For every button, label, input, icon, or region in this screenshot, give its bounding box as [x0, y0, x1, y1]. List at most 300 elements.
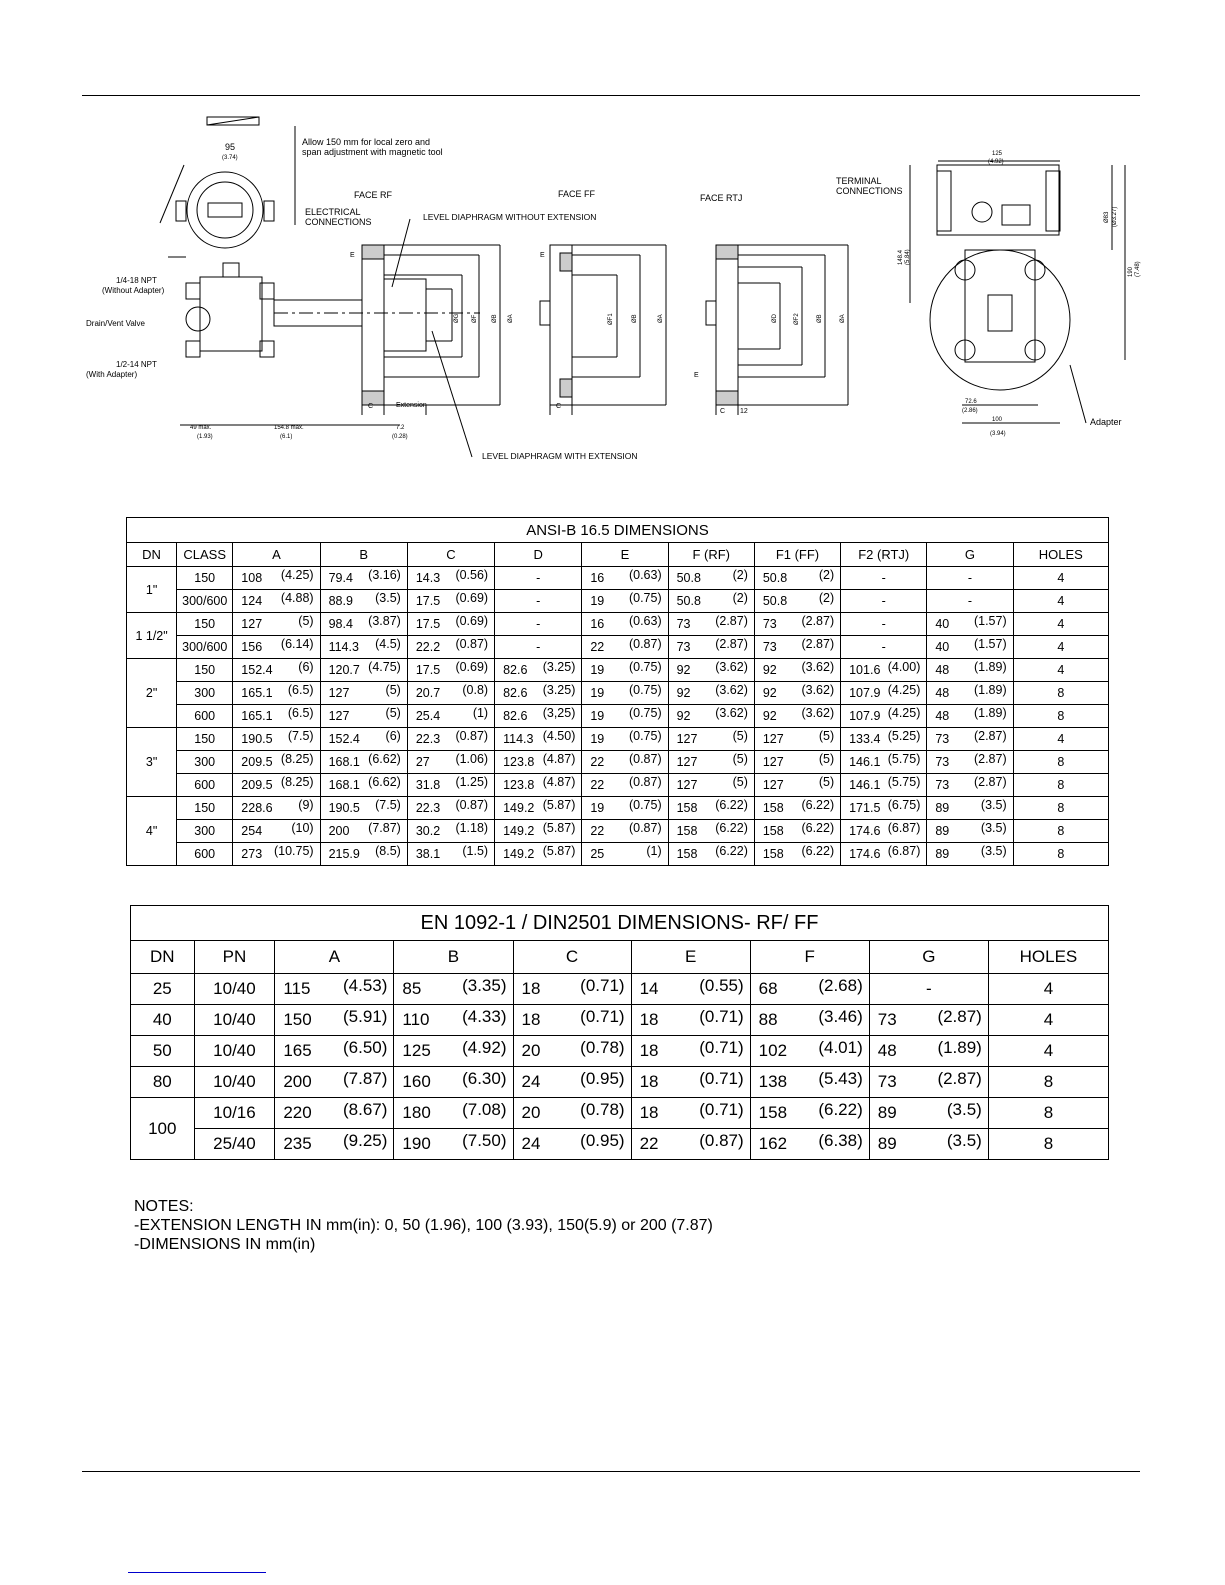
cell-c — [407, 705, 494, 728]
cell-a-mm: 165 — [283, 1041, 312, 1060]
dim-49: 49 máx. — [190, 425, 212, 431]
cell-c-in: (0.69) — [455, 660, 489, 674]
cell-f-mm: 50.8 — [676, 594, 701, 608]
cell-f2-in: (4.25) — [887, 683, 921, 697]
cell-c — [407, 797, 494, 820]
cell-g-in: (2.87) — [937, 1007, 982, 1026]
cell-e — [582, 751, 668, 774]
cell-d-mm: 123.8 — [503, 778, 535, 792]
cell-e-mm: 18 — [639, 1041, 659, 1060]
column-header: DN — [127, 543, 177, 567]
class-cell: 300 — [177, 682, 233, 705]
cell-e-in: (0.75) — [628, 706, 662, 720]
cell-a-mm: 165.1 — [241, 686, 273, 700]
cell-c-mm: 20.7 — [415, 686, 441, 700]
cell-e — [582, 636, 668, 659]
twelve-label: 12 — [740, 408, 748, 415]
cell-c — [513, 974, 631, 1005]
dim-83-in: (Ø3.27) — [1112, 206, 1118, 227]
cell-a-mm: 190.5 — [241, 732, 273, 746]
cell-a-in: (6) — [298, 660, 314, 674]
class-cell: 150 — [177, 613, 233, 636]
cell-a — [275, 1067, 394, 1098]
cell-g-mm: 73 — [877, 1010, 897, 1029]
cell-f1-in: (2.87) — [801, 614, 835, 628]
cell-e-mm: 19 — [590, 686, 605, 700]
cell-f — [668, 613, 754, 636]
cell-f1-in: (6.22) — [801, 798, 835, 812]
cell-f1-mm: 73 — [762, 640, 777, 654]
cell-c-mm: 25.4 — [415, 709, 441, 723]
cell-g-in: (2.87) — [973, 775, 1007, 789]
dim-125: 125 — [992, 151, 1003, 157]
column-header: F1 (FF) — [754, 543, 840, 567]
class-cell: 10/40 — [194, 1005, 275, 1036]
cell-f1-in: (5) — [818, 752, 835, 766]
cell-g-in: (1.89) — [937, 1038, 982, 1057]
ansi-dimensions-table — [126, 517, 1109, 866]
class-cell: 300/600 — [177, 590, 233, 613]
cell-a — [233, 797, 320, 820]
cell-c-mm: 27 — [415, 755, 430, 769]
cell-f1 — [754, 682, 840, 705]
cell-g-mm: 48 — [935, 663, 950, 677]
column-header: CLASS — [177, 543, 233, 567]
cell-h: 8 — [1013, 705, 1108, 728]
table-row — [131, 1005, 1109, 1036]
cell-d: - — [495, 590, 582, 613]
cell-d — [495, 843, 582, 866]
cell-b-mm: 110 — [402, 1010, 430, 1029]
cell-b — [320, 751, 407, 774]
cell-c-mm: 22.3 — [415, 732, 441, 746]
cell-b-in: (6.62) — [368, 775, 401, 789]
cell-f — [668, 843, 754, 866]
cell-f-mm: 68 — [758, 979, 778, 998]
cell-c-mm: 20 — [521, 1041, 541, 1060]
cell-a — [275, 1129, 394, 1160]
oa3-label: ØA — [840, 314, 846, 323]
cell-d-mm: 149.2 — [503, 847, 535, 861]
cell-a-in: (7.5) — [287, 729, 314, 743]
cell-b-mm: 98.4 — [328, 617, 353, 631]
cell-f1-mm: 92 — [762, 686, 777, 700]
cell-f1 — [754, 843, 840, 866]
cell-f-mm: 127 — [676, 755, 698, 769]
cell-e — [631, 1005, 750, 1036]
cell-c — [407, 751, 494, 774]
cell-b-mm: 125 — [402, 1041, 431, 1060]
cell-f2-mm: 146.1 — [849, 778, 881, 792]
column-header: F — [750, 941, 869, 974]
cell-d-mm: 114.3 — [503, 732, 534, 746]
cell-g-in: (1.89) — [973, 660, 1007, 674]
cell-f-mm: 127 — [676, 778, 698, 792]
cell-c — [407, 843, 494, 866]
cell-a-in: (5) — [298, 614, 314, 628]
cell-a — [233, 659, 320, 682]
cell-f1-mm: 92 — [762, 709, 777, 723]
class-cell: 10/40 — [194, 1036, 275, 1067]
cell-b-in: (6) — [385, 729, 401, 743]
cell-e — [631, 1036, 750, 1067]
cell-f2 — [841, 728, 927, 751]
dim-95-in: (3.74) — [222, 155, 238, 161]
cell-f-in: (6.22) — [715, 821, 748, 835]
cell-a-in: (6.50) — [342, 1038, 388, 1057]
cell-f1-in: (3.62) — [801, 660, 835, 674]
cell-g-in: (1.89) — [973, 706, 1007, 720]
cell-b-mm: 114.3 — [328, 640, 359, 654]
cell-g — [927, 636, 1013, 659]
cell-d: - — [495, 567, 582, 590]
cell-f — [668, 636, 754, 659]
cell-b-in: (8.5) — [375, 844, 401, 858]
cell-b — [320, 659, 407, 682]
cell-b-mm: 127 — [328, 709, 350, 723]
cell-e-mm: 16 — [590, 617, 605, 631]
cell-g — [869, 1129, 988, 1160]
cell-d-in: (4.50) — [542, 729, 576, 743]
cell-b — [394, 974, 513, 1005]
cell-f — [668, 774, 754, 797]
table-row — [127, 705, 1109, 728]
cell-g — [927, 751, 1013, 774]
cell-h: 8 — [988, 1098, 1108, 1129]
cell-a-mm: 254 — [241, 824, 263, 838]
cell-f2 — [841, 682, 927, 705]
column-header: B — [394, 941, 513, 974]
c-label-rf: C — [368, 403, 374, 410]
cell-c — [407, 659, 494, 682]
cell-a-in: (6.5) — [287, 683, 314, 697]
class-cell: 300 — [177, 820, 233, 843]
cell-f1-in: (6.22) — [801, 844, 835, 858]
cell-f-mm: 73 — [676, 640, 691, 654]
cell-f-in: (5.43) — [818, 1069, 863, 1088]
cell-d-in: (3.25) — [542, 660, 576, 674]
cell-g-in: (3.5) — [980, 821, 1007, 835]
cell-f-in: (6.22) — [818, 1100, 863, 1119]
cell-f2-mm: 146.1 — [849, 755, 881, 769]
cell-f-mm: 138 — [758, 1072, 788, 1091]
cell-f1 — [754, 590, 840, 613]
cell-b — [394, 1005, 513, 1036]
cell-g — [927, 820, 1013, 843]
cell-f — [668, 820, 754, 843]
cell-e-in: (0.87) — [628, 752, 662, 766]
cell-f2 — [841, 820, 927, 843]
cell-f1 — [754, 774, 840, 797]
cell-b — [320, 774, 407, 797]
cell-d-mm: 123.8 — [503, 755, 535, 769]
cell-e-in: (0.87) — [699, 1131, 744, 1150]
dim-125-in: (4.92) — [988, 159, 1004, 165]
cell-h: 4 — [1013, 659, 1108, 682]
cell-f-in: (3.46) — [818, 1007, 863, 1026]
cell-f-mm: 162 — [758, 1134, 788, 1153]
cell-a-in: (6.5) — [287, 706, 314, 720]
cell-h: 4 — [1013, 636, 1108, 659]
cell-a-mm: 127 — [241, 617, 263, 631]
cell-e — [631, 1129, 750, 1160]
class-cell: 300 — [177, 751, 233, 774]
dim-72: 7.2 — [396, 425, 405, 431]
cell-f — [668, 659, 754, 682]
npt14-label: 1/4-18 NPT — [116, 276, 157, 285]
cell-e-in: (0.71) — [699, 1007, 744, 1026]
table-row — [127, 728, 1109, 751]
dn-cell: 4" — [127, 797, 177, 866]
cell-g-in: (2.87) — [973, 729, 1007, 743]
cell-a — [233, 751, 320, 774]
cell-f — [668, 797, 754, 820]
table-row — [127, 797, 1109, 820]
cell-g — [927, 774, 1013, 797]
cell-b-mm: 88.9 — [328, 594, 353, 608]
cell-f1-in: (6.22) — [801, 821, 835, 835]
cell-b-mm: 190.5 — [328, 801, 360, 815]
cell-f2-mm: 133.4 — [849, 732, 881, 746]
dim-148: 148.4 — [898, 249, 904, 265]
face-ff-label: FACE FF — [558, 189, 596, 199]
cell-f2-in: (4.25) — [887, 706, 921, 720]
cell-e-mm: 19 — [590, 663, 605, 677]
dim-49-in: (1.93) — [197, 434, 213, 440]
cell-a-mm: 115 — [283, 979, 311, 998]
cell-c-in: (0.78) — [580, 1100, 625, 1119]
face-rtj-label: FACE RTJ — [700, 193, 743, 203]
dim-100: 100 — [992, 417, 1003, 423]
cell-e-mm: 14 — [639, 979, 659, 998]
cell-a-in: (9) — [298, 798, 314, 812]
cell-g — [927, 682, 1013, 705]
extension-label: Extension — [396, 402, 427, 409]
cell-f-in: (2.87) — [715, 637, 748, 651]
cell-e-mm: 22 — [590, 755, 605, 769]
cell-h: 8 — [1013, 843, 1108, 866]
class-cell: 10/16 — [194, 1098, 275, 1129]
cell-e-mm: 22 — [639, 1134, 659, 1153]
column-header: HOLES — [1013, 543, 1108, 567]
class-cell: 150 — [177, 567, 233, 590]
e-label-rtj: E — [694, 372, 699, 379]
dim-100-in: (3.94) — [990, 431, 1006, 437]
cell-e-in: (0.87) — [628, 637, 662, 651]
cell-c-mm: 17.5 — [415, 617, 441, 631]
cell-d — [495, 751, 582, 774]
cell-f2-mm: 101.6 — [849, 663, 881, 677]
level-with-label: LEVEL DIAPHRAGM WITH EXTENSION — [482, 451, 638, 461]
cell-a-in: (4.88) — [280, 591, 314, 605]
cell-c-in: (0.87) — [455, 798, 489, 812]
cell-g: - — [927, 567, 1013, 590]
transmitter-housing — [187, 172, 263, 248]
cell-c-in: (0.56) — [455, 568, 489, 582]
cell-f2 — [841, 751, 927, 774]
cell-c — [513, 1005, 631, 1036]
cell-g — [927, 705, 1013, 728]
cell-g — [869, 1098, 988, 1129]
dim-154-in: (6.1) — [280, 434, 293, 440]
cell-f1 — [754, 751, 840, 774]
cell-d: - — [495, 636, 582, 659]
dn-cell: 40 — [131, 1005, 195, 1036]
cell-b — [320, 567, 407, 590]
cell-g — [869, 1067, 988, 1098]
cell-f1-mm: 127 — [762, 732, 784, 746]
cell-b-in: (3.16) — [368, 568, 401, 582]
cell-c — [513, 1067, 631, 1098]
footer-rule — [82, 1471, 1140, 1472]
cell-g-in: (3.5) — [946, 1100, 982, 1119]
cell-c-mm: 30.2 — [415, 824, 441, 838]
cell-a-mm: 124 — [241, 594, 263, 608]
cell-f1-in: (5) — [818, 775, 835, 789]
class-cell: 600 — [177, 705, 233, 728]
cell-e-in: (0.75) — [628, 660, 662, 674]
cell-e — [582, 820, 668, 843]
cell-a — [233, 613, 320, 636]
cell-a — [233, 774, 320, 797]
cell-c — [407, 728, 494, 751]
c-label-ff: C — [556, 403, 562, 410]
table-row — [127, 659, 1109, 682]
cell-a — [233, 820, 320, 843]
cell-d — [495, 774, 582, 797]
cell-b-mm: 215.9 — [328, 847, 360, 861]
cell-c-mm: 24 — [521, 1134, 541, 1153]
cell-e-in: (0.75) — [628, 683, 662, 697]
cell-g-in: (2.87) — [973, 752, 1007, 766]
cell-e-mm: 18 — [639, 1010, 659, 1029]
cell-a-mm: 228.6 — [241, 801, 273, 815]
cell-f2-mm: 107.9 — [849, 686, 881, 700]
dn-cell: 3" — [127, 728, 177, 797]
cell-g-mm: 40 — [935, 640, 950, 654]
cell-c — [407, 613, 494, 636]
cell-f1 — [754, 705, 840, 728]
cell-f1 — [754, 567, 840, 590]
cell-c-in: (1) — [472, 706, 489, 720]
cell-f — [668, 751, 754, 774]
cell-c — [407, 820, 494, 843]
cell-g-in: (1.57) — [973, 637, 1007, 651]
cell-g-mm: 40 — [935, 617, 950, 631]
cell-h: 4 — [988, 1005, 1108, 1036]
cell-f1-in: (2) — [818, 568, 835, 582]
cell-h: 8 — [1013, 820, 1108, 843]
column-header: D — [495, 543, 582, 567]
cell-g-in: (3.5) — [980, 844, 1007, 858]
cell-f-in: (3.62) — [715, 706, 748, 720]
cell-g — [927, 728, 1013, 751]
cell-d — [495, 659, 582, 682]
cell-a-in: (4.53) — [342, 976, 388, 995]
cell-c — [407, 682, 494, 705]
flange-rtj — [716, 245, 738, 405]
cell-b — [394, 1036, 513, 1067]
cell-f — [668, 567, 754, 590]
cell-a — [275, 974, 394, 1005]
cell-d-in: (4.87) — [542, 775, 576, 789]
cell-f1-mm: 158 — [762, 801, 784, 815]
cell-f1-mm: 127 — [762, 778, 784, 792]
cell-a-mm: 200 — [283, 1072, 312, 1091]
cell-b-in: (4.75) — [368, 660, 401, 674]
allow-note-2: span adjustment with magnetic tool — [302, 147, 443, 157]
cell-f2 — [841, 843, 927, 866]
cell-g: - — [927, 590, 1013, 613]
cell-c-mm: 14.3 — [415, 571, 441, 585]
cell-c-in: (1.18) — [455, 821, 489, 835]
cell-b-mm: 85 — [402, 979, 422, 998]
class-cell: 25/40 — [194, 1129, 275, 1160]
cell-c — [513, 1036, 631, 1067]
cell-f1-mm: 158 — [762, 847, 784, 861]
cell-g-in: (3.5) — [980, 798, 1007, 812]
of1-label: ØF1 — [608, 313, 614, 325]
cell-e — [582, 659, 668, 682]
column-header: A — [233, 543, 320, 567]
cell-a — [233, 590, 320, 613]
cell-f1 — [754, 728, 840, 751]
class-cell: 10/40 — [194, 974, 275, 1005]
cell-a-in: (5.91) — [342, 1007, 388, 1026]
cell-b-mm: 168.1 — [328, 755, 360, 769]
cell-e — [631, 974, 750, 1005]
cell-g-in: (3.5) — [946, 1131, 982, 1150]
cell-f1-in: (3.62) — [801, 683, 835, 697]
column-header: F (RF) — [668, 543, 754, 567]
cell-f2-mm: 174.6 — [849, 847, 881, 861]
cell-e-mm: 19 — [590, 801, 605, 815]
cell-c-mm: 18 — [521, 979, 541, 998]
cell-e-in: (0.87) — [628, 821, 662, 835]
cell-d — [495, 682, 582, 705]
cell-f1-in: (2.87) — [801, 637, 835, 651]
cell-f1-mm: 50.8 — [762, 594, 788, 608]
cell-g-mm: 89 — [935, 801, 950, 815]
table-row — [127, 613, 1109, 636]
column-header: F2 (RTJ) — [841, 543, 927, 567]
drain-label: Drain/Vent Valve — [86, 319, 145, 328]
cell-c — [407, 567, 494, 590]
cell-a-in: (8.25) — [280, 775, 314, 789]
cell-b-in: (7.50) — [462, 1131, 507, 1150]
cell-e-mm: 18 — [639, 1072, 659, 1091]
cell-d — [495, 820, 582, 843]
cell-e — [582, 613, 668, 636]
table-row — [127, 843, 1109, 866]
cell-h: 8 — [988, 1129, 1108, 1160]
class-cell: 300/600 — [177, 636, 233, 659]
table-row — [127, 567, 1109, 590]
cell-f-mm: 73 — [676, 617, 691, 631]
cell-f-in: (5) — [732, 729, 748, 743]
cell-d-in: (4.87) — [542, 752, 576, 766]
npt14b-label: (Without Adapter) — [102, 286, 165, 295]
cell-e-mm: 16 — [590, 571, 605, 585]
cell-e-in: (0.75) — [628, 729, 662, 743]
cell-a — [233, 705, 320, 728]
cell-f-mm: 158 — [676, 824, 698, 838]
cell-f-in: (2.68) — [818, 976, 863, 995]
cell-f-in: (2) — [732, 568, 748, 582]
cell-a — [275, 1036, 394, 1067]
cell-g — [927, 843, 1013, 866]
cell-g-mm: 73 — [935, 778, 950, 792]
